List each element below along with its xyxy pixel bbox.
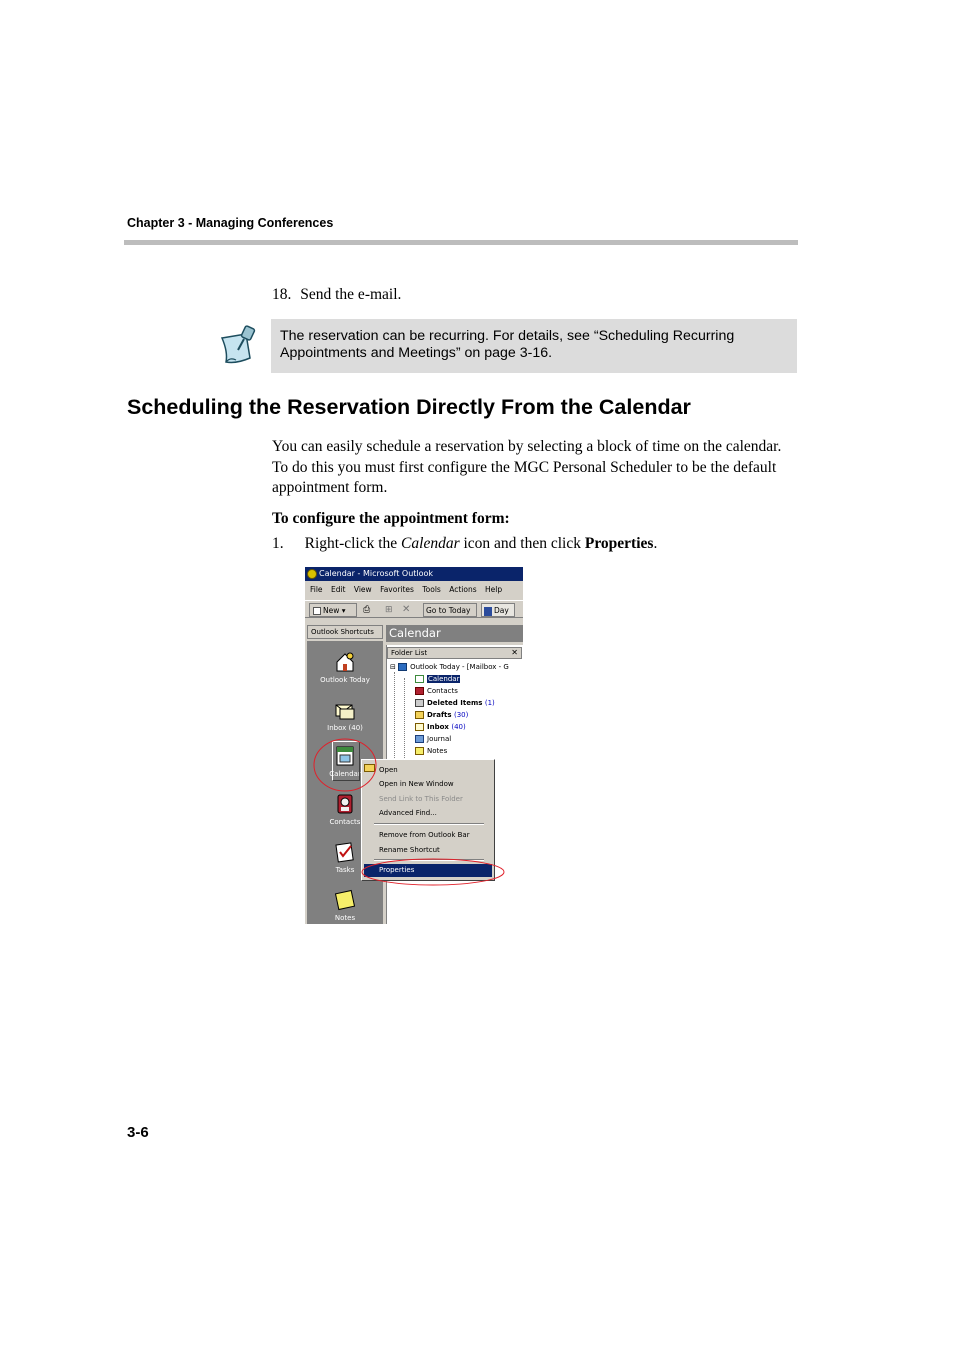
menu-item-open-new-window[interactable]: Open in New Window	[379, 780, 454, 788]
new-button[interactable]: New ▾	[309, 603, 357, 617]
notes-icon	[334, 889, 356, 911]
step-number: 1.	[272, 535, 284, 552]
folder-drafts[interactable]	[415, 710, 468, 720]
section-heading: Scheduling the Reservation Directly From the Calendar	[127, 395, 691, 419]
outlook-screenshot	[305, 567, 523, 924]
shortcut-label: Contacts	[329, 818, 361, 826]
menu-item-advanced-find[interactable]: Advanced Find...	[379, 809, 437, 817]
shortcut-label: Outlook Today	[320, 676, 370, 684]
tree-root[interactable]	[390, 662, 509, 672]
journal-folder-icon	[415, 735, 424, 743]
tree-line	[394, 672, 395, 770]
folder-label: Inbox	[427, 723, 449, 731]
note-box	[271, 319, 797, 373]
new-button-label: New	[323, 606, 340, 615]
menu-favorites[interactable]: Favorites	[380, 585, 414, 594]
folder-label: Deleted Items	[427, 699, 483, 707]
menu-item-open[interactable]: Open	[379, 766, 398, 774]
window-title: Calendar - Microsoft Outlook	[319, 569, 434, 578]
folder-count: (1)	[484, 699, 495, 707]
tree-root-label: Outlook Today - [Mailbox - G	[410, 663, 509, 671]
intro-paragraph: You can easily schedule a reservation by selecting a block of time on the calendar. To do this you must first configure the MGC Personal Scheduler to be the default appointment form.	[272, 438, 782, 496]
inbox-icon	[334, 699, 356, 721]
outlook-app-icon	[307, 569, 317, 579]
folder-count: (40)	[451, 723, 466, 731]
contacts-folder-icon	[415, 687, 424, 695]
new-item-icon	[313, 607, 321, 615]
day-view-icon	[484, 607, 492, 616]
outlook-today-icon	[334, 651, 356, 673]
menu-item-remove[interactable]: Remove from Outlook Bar	[379, 831, 470, 839]
contacts-icon	[334, 793, 356, 815]
menu-view[interactable]: View	[353, 585, 372, 594]
folder-label: Drafts	[427, 711, 452, 719]
menu-help[interactable]: Help	[485, 585, 503, 594]
move-icon[interactable]: ⊞	[385, 605, 393, 615]
folder-label: Notes	[427, 747, 448, 755]
chapter-header: Chapter 3 - Managing Conferences	[127, 216, 334, 230]
menu-separator	[374, 859, 484, 861]
step-text-pre: Right-click the	[304, 535, 402, 552]
menu-item-send-link: Send Link to This Folder	[379, 795, 463, 803]
outlook-shortcuts-header[interactable]: Outlook Shortcuts	[307, 625, 383, 639]
header-rule	[124, 240, 798, 245]
folder-deleted-items[interactable]	[415, 698, 495, 708]
procedure-heading: To configure the appointment form:	[272, 510, 510, 527]
step-number: 18.	[272, 286, 292, 303]
folder-journal[interactable]	[415, 734, 451, 744]
trash-icon	[415, 699, 424, 707]
menu-tools[interactable]: Tools	[422, 585, 441, 594]
delete-icon[interactable]: ✕	[402, 604, 411, 615]
menu-item-properties[interactable]	[364, 864, 492, 877]
folder-list-header	[387, 647, 522, 659]
folder-calendar[interactable]	[415, 674, 460, 684]
menu-actions[interactable]: Actions	[449, 585, 477, 594]
folder-notes[interactable]	[415, 746, 447, 756]
step-text-post: .	[653, 535, 658, 552]
shortcut-label: Calendar	[329, 770, 361, 778]
menu-edit[interactable]: Edit	[330, 585, 346, 594]
day-view-button[interactable]	[481, 603, 515, 617]
note-text: The reservation can be recurring. For details, see “Scheduling Recurring Appointments and Meetings” on page 3-16.	[280, 328, 735, 361]
open-folder-icon	[364, 764, 375, 772]
folder-contacts[interactable]	[415, 686, 458, 696]
step-1	[272, 535, 657, 553]
tree-line	[404, 678, 405, 770]
shortcut-selection-frame	[332, 741, 360, 781]
shortcut-inbox[interactable]	[307, 699, 383, 732]
view-title: Calendar	[386, 625, 523, 642]
day-view-label: Day	[494, 606, 509, 615]
toolbar	[305, 600, 523, 618]
shortcut-notes[interactable]	[307, 889, 383, 922]
outlook-today-folder-icon	[398, 663, 407, 671]
folder-count: (30)	[453, 711, 469, 719]
shortcut-label: Inbox (40)	[327, 724, 363, 732]
menu-separator	[374, 823, 484, 825]
page-number: 3-6	[127, 1124, 149, 1141]
tasks-icon	[334, 841, 356, 863]
folder-list-title: Folder List	[391, 649, 428, 657]
drafts-folder-icon	[415, 711, 424, 719]
calendar-term: Calendar	[401, 535, 460, 552]
calendar-folder-icon	[415, 675, 424, 683]
shortcut-label: Tasks	[335, 866, 355, 874]
go-to-today-button[interactable]: Go to Today	[423, 603, 477, 617]
print-icon[interactable]: ⎙	[363, 605, 371, 615]
menu-bar	[305, 583, 523, 597]
title-bar	[305, 567, 523, 581]
properties-term: Properties	[584, 535, 654, 552]
step-text-mid: icon and then click	[459, 535, 585, 552]
inbox-folder-icon	[415, 723, 424, 731]
shortcut-label: Notes	[334, 914, 356, 922]
menu-item-rename[interactable]: Rename Shortcut	[379, 846, 440, 854]
properties-label: Properties	[379, 866, 415, 874]
notes-folder-icon	[415, 747, 424, 755]
folder-label: Contacts	[427, 687, 458, 695]
menu-file[interactable]: File	[310, 585, 323, 594]
pushpin-note-icon	[216, 324, 260, 368]
collapse-icon[interactable]: ⊟	[390, 663, 396, 671]
step-text: Send the e-mail.	[300, 286, 402, 303]
folder-label: Calendar	[428, 675, 460, 683]
folder-label: Journal	[427, 735, 452, 743]
shortcut-outlook-today[interactable]	[307, 651, 383, 684]
step-18	[272, 286, 401, 304]
close-icon[interactable]: ✕	[511, 648, 518, 657]
folder-inbox[interactable]	[415, 722, 466, 732]
context-menu	[361, 759, 495, 881]
